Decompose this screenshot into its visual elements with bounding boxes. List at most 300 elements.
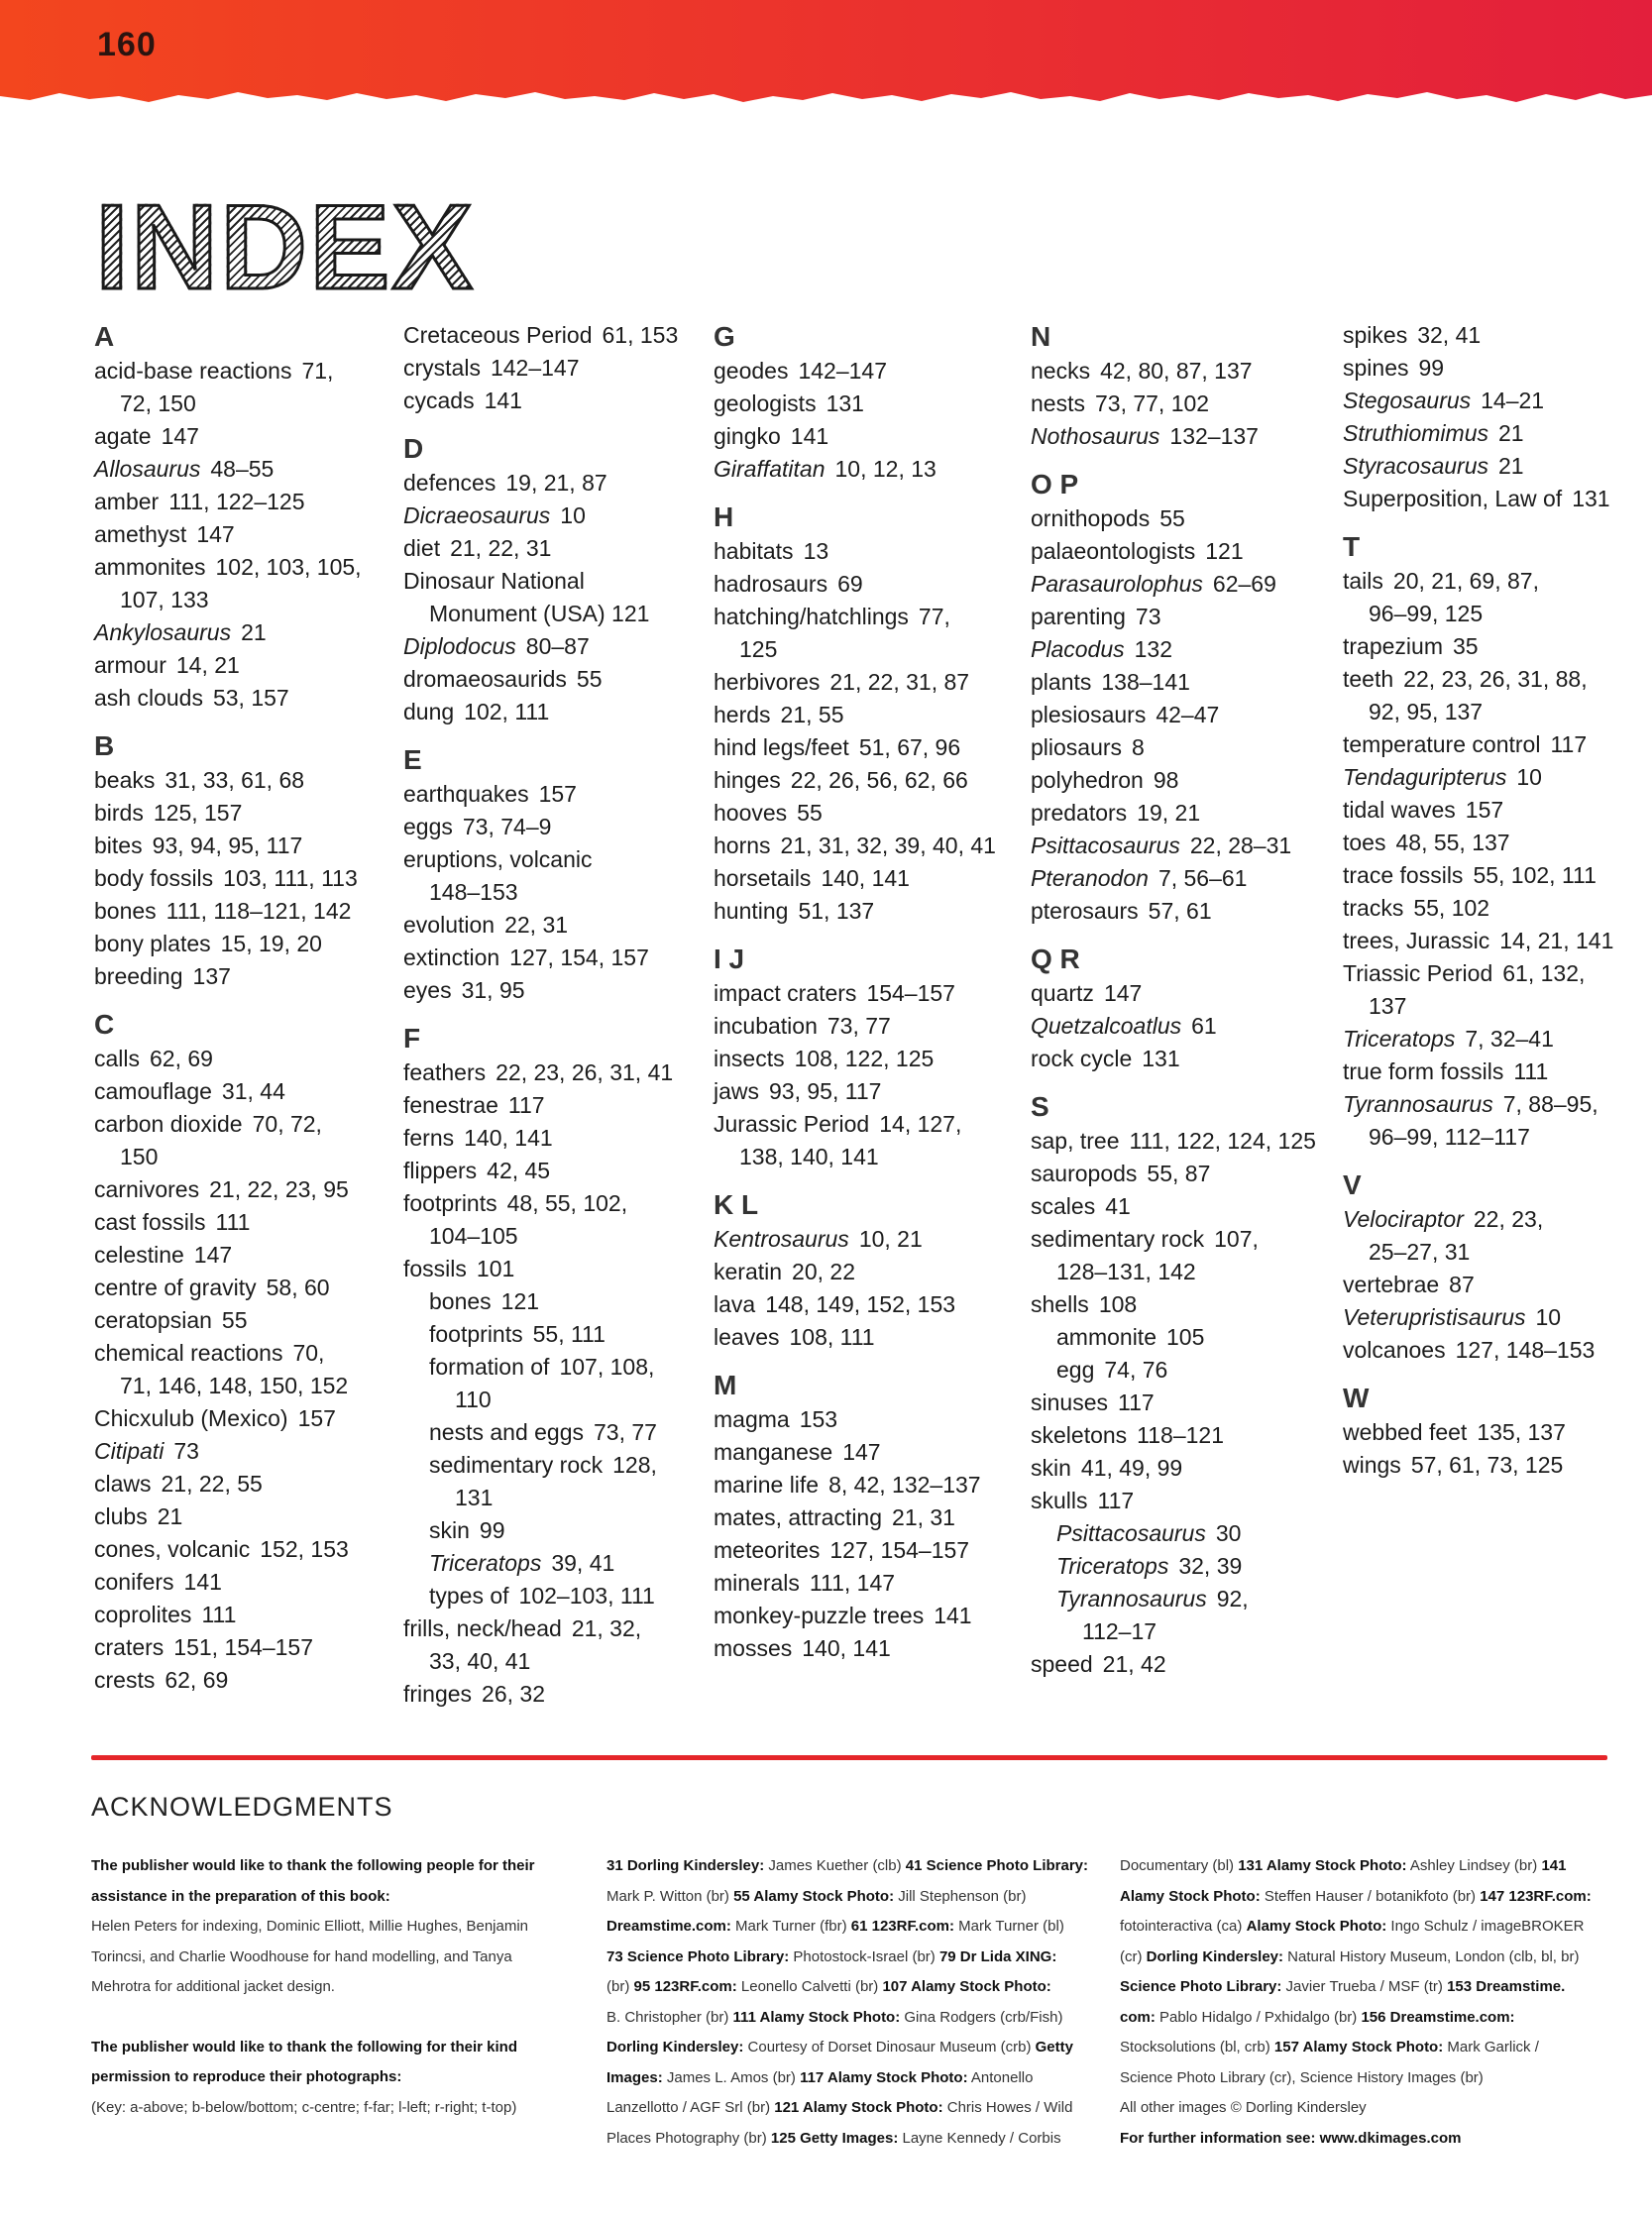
credit-text: Ashley Lindsey (br) <box>1406 1857 1542 1874</box>
credit-text: Mark Garlick / <box>1443 2039 1539 2055</box>
entry-pages: 87 <box>1449 1272 1475 1297</box>
entry-term: agate <box>94 423 152 449</box>
acknowledgment-line <box>606 1882 1088 1913</box>
index-entry-continuation: 128–131, 142 <box>1056 1259 1196 1284</box>
entry-pages: 21 <box>241 619 267 645</box>
entry-pages: 7, 88–95, <box>1502 1091 1598 1117</box>
entry-term: egg <box>1056 1357 1095 1383</box>
acknowledgment-line <box>606 2003 1088 2034</box>
acknowledgment-line <box>91 2033 535 2063</box>
entry-pages: 32, 41 <box>1417 322 1482 348</box>
acknowledgment-line <box>606 1912 1088 1943</box>
entry-term: dung <box>403 699 455 724</box>
credit-text: James Kuether (clb) <box>764 1857 906 1874</box>
entry-pages: 69 <box>837 571 863 597</box>
index-subentry <box>403 1318 706 1351</box>
entry-pages: 58, 60 <box>266 1275 330 1300</box>
entry-pages: 53, 157 <box>212 685 289 711</box>
acknowledgment-line <box>1120 2093 1592 2124</box>
entry-pages: 131 <box>1142 1046 1180 1071</box>
credit-source: 95 123RF.com: <box>633 1978 737 1995</box>
index-entry <box>94 1337 396 1370</box>
entry-pages: 102, 103, 105, <box>215 554 362 580</box>
entry-pages: 14, 127, <box>879 1111 962 1137</box>
entry-pages: 111, 122, 124, 125 <box>1129 1128 1316 1154</box>
index-subentry <box>403 1285 706 1318</box>
index-entry <box>714 895 1016 928</box>
index-subentry <box>403 1580 706 1612</box>
credit-text: Chris Howes / Wild <box>942 2099 1073 2116</box>
entry-pages: 10, 12, 13 <box>834 456 936 482</box>
index-entry <box>1031 895 1333 928</box>
entry-pages: 8, 42, 132–137 <box>828 1472 981 1498</box>
index-entry <box>714 699 1016 731</box>
entry-term: evolution <box>403 912 496 938</box>
acknowledgment-line <box>1120 1882 1592 1913</box>
index-entry <box>403 942 706 974</box>
index-entry-continuation: 137 <box>1369 993 1407 1019</box>
index-entry <box>94 682 396 715</box>
entry-term: insects <box>714 1046 785 1071</box>
acknowledgment-line <box>91 2062 535 2093</box>
entry-term: sedimentary rock <box>1031 1226 1205 1252</box>
index-entry <box>714 355 1016 388</box>
entry-pages: 111, 122–125 <box>168 489 305 514</box>
entry-pages: 140, 141 <box>802 1635 891 1661</box>
credit-source: 153 Dreamstime. <box>1447 1978 1566 1995</box>
entry-term: Quetzalcoatlus <box>1031 1013 1182 1039</box>
entry-term: mosses <box>714 1635 793 1661</box>
index-column-2 <box>403 319 706 1711</box>
entry-pages: 30 <box>1215 1520 1242 1546</box>
entry-pages: 117 <box>1117 1389 1155 1415</box>
index-entry <box>1343 957 1645 990</box>
entry-term: magma <box>714 1406 790 1432</box>
index-entry <box>1031 601 1333 633</box>
entry-term: speed <box>1031 1651 1093 1677</box>
index-entry <box>403 352 706 385</box>
entry-pages: 121 <box>500 1288 540 1314</box>
index-entry <box>1343 1416 1645 1449</box>
entry-term: rock cycle <box>1031 1046 1133 1071</box>
entry-term: scales <box>1031 1193 1096 1219</box>
index-entry <box>94 1631 396 1664</box>
credit-text: Leonello Calvetti (br) <box>736 1978 883 1995</box>
entry-pages: 41 <box>1105 1193 1131 1219</box>
entry-term: armour <box>94 652 166 678</box>
entry-term: impact craters <box>714 980 857 1006</box>
entry-pages: 127, 154, 157 <box>509 944 649 970</box>
index-entry <box>1343 1334 1645 1367</box>
entry-term: Giraffatitan <box>714 456 826 482</box>
entry-term: birds <box>94 800 144 826</box>
entry-pages: 57, 61, 73, 125 <box>1410 1452 1564 1478</box>
entry-term: spines <box>1343 355 1409 381</box>
entry-pages: 73, 74–9 <box>462 814 552 839</box>
letter-heading: I J <box>714 944 745 974</box>
entry-term: calls <box>94 1046 141 1071</box>
entry-term: polyhedron <box>1031 767 1144 793</box>
entry-term: eggs <box>403 814 453 839</box>
entry-term: Struthiomimus <box>1343 420 1488 446</box>
entry-pages: 62–69 <box>1212 571 1276 597</box>
index-entry <box>403 565 706 598</box>
entry-pages: 157 <box>297 1405 336 1431</box>
index-entry <box>1031 764 1333 797</box>
entry-term: incubation <box>714 1013 818 1039</box>
acknowledgment-line <box>1120 2063 1592 2094</box>
index-entry-continuation: 92, 95, 137 <box>1369 699 1484 724</box>
entry-term: carnivores <box>94 1176 200 1202</box>
entry-pages: 73 <box>173 1438 199 1464</box>
index-entry <box>1031 420 1333 453</box>
index-subentry <box>403 1514 706 1547</box>
index-entry <box>1343 794 1645 827</box>
index-entry <box>94 1664 396 1697</box>
index-entry <box>1343 565 1645 598</box>
credit-text: Gina Rodgers (crb/Fish) <box>900 2008 1063 2026</box>
index-entry <box>94 1206 396 1239</box>
acknowledgment-line <box>91 1882 535 1913</box>
index-entry <box>94 797 396 830</box>
index-entry <box>1031 1223 1333 1256</box>
entry-pages: 31, 95 <box>461 977 525 1003</box>
letter-heading: Q R <box>1031 944 1080 974</box>
entry-pages: 31, 33, 61, 68 <box>165 767 305 793</box>
page-number: 160 <box>97 26 157 63</box>
entry-pages: 20, 21, 69, 87, <box>1392 568 1539 594</box>
credit-text: Lanzellotto / AGF Srl (br) <box>606 2099 775 2116</box>
entry-term: footprints <box>429 1321 523 1347</box>
index-entry <box>94 1533 396 1566</box>
entry-term: jaws <box>714 1078 760 1104</box>
index-entry <box>1031 666 1333 699</box>
index-entry <box>714 601 1016 633</box>
entry-term: carbon dioxide <box>94 1111 243 1137</box>
entry-term: ammonites <box>94 554 206 580</box>
entry-term: frills, neck/head <box>403 1615 562 1641</box>
entry-pages: 10 <box>1535 1304 1562 1330</box>
index-entry <box>403 696 706 728</box>
index-entry <box>94 1599 396 1631</box>
acknowledgment-line <box>91 1851 535 1882</box>
entry-term: keratin <box>714 1259 783 1284</box>
entry-pages: 101 <box>476 1256 515 1281</box>
acknowledgment-line <box>606 2033 1088 2063</box>
index-entry <box>94 1304 396 1337</box>
entry-pages: 121 <box>1205 538 1244 564</box>
entry-pages: 157 <box>1465 797 1504 823</box>
entry-pages: 19, 21, 87 <box>505 470 607 496</box>
index-entry <box>714 797 1016 830</box>
entry-term: tidal waves <box>1343 797 1456 823</box>
entry-term: Parasaurolophus <box>1031 571 1203 597</box>
index-entry <box>1031 1485 1333 1517</box>
index-entry <box>714 977 1016 1010</box>
credit-source: 31 Dorling Kindersley: <box>606 1857 765 1874</box>
entry-pages: 62, 69 <box>165 1667 229 1693</box>
credit-source: 55 Alamy Stock Photo: <box>733 1887 895 1905</box>
index-entry <box>1031 388 1333 420</box>
entry-term: ceratopsian <box>94 1307 212 1333</box>
index-entry <box>1343 352 1645 385</box>
entry-term: acid-base reactions <box>94 358 292 384</box>
index-entry <box>1343 450 1645 483</box>
index-entry <box>714 1288 1016 1321</box>
entry-pages: 93, 95, 117 <box>769 1078 882 1104</box>
letter-heading: W <box>1343 1383 1370 1413</box>
index-entry <box>94 355 396 388</box>
entry-pages: 22, 23, <box>1473 1206 1544 1232</box>
index-entry <box>1343 892 1645 925</box>
entry-term: vertebrae <box>1343 1272 1440 1297</box>
entry-term: Chicxulub (Mexico) <box>94 1405 288 1431</box>
entry-term: craters <box>94 1634 165 1660</box>
index-entry <box>1031 1190 1333 1223</box>
index-entry <box>714 1108 1016 1141</box>
index-subentry <box>403 1351 706 1384</box>
index-entry <box>714 535 1016 568</box>
entry-pages: 138–141 <box>1101 669 1190 695</box>
index-entry <box>94 453 396 486</box>
index-entry <box>94 518 396 551</box>
entry-term: ferns <box>403 1125 455 1151</box>
entry-pages: 22, 23, 26, 31, 41 <box>496 1059 674 1085</box>
index-entry <box>94 1272 396 1304</box>
entry-term: Tendaguripterus <box>1343 764 1507 790</box>
entry-term: cast fossils <box>94 1209 206 1235</box>
entry-pages: 98 <box>1153 767 1179 793</box>
index-subentry <box>1031 1550 1333 1583</box>
index-entry <box>1343 1088 1645 1121</box>
entry-term: ammonite <box>1056 1324 1156 1350</box>
entry-pages: 70, 72, <box>252 1111 322 1137</box>
entry-term: chemical reactions <box>94 1340 283 1366</box>
letter-heading: G <box>714 321 735 352</box>
index-entry <box>94 895 396 928</box>
index-entry <box>403 1678 706 1711</box>
entry-term: temperature control <box>1343 731 1541 757</box>
entry-term: crests <box>94 1667 156 1693</box>
index-entry <box>94 1239 396 1272</box>
entry-term: pterosaurs <box>1031 898 1139 924</box>
entry-term: wings <box>1343 1452 1401 1478</box>
index-column-1 <box>94 319 396 1697</box>
index-entry-continuation: 112–17 <box>1082 1618 1157 1644</box>
entry-pages: 73 <box>1135 604 1161 629</box>
credit-text: Courtesy of Dorset Dinosaur Museum (crb) <box>743 2039 1036 2055</box>
credit-text: Mehrotra for additional jacket design. <box>91 1978 335 1995</box>
index-entry <box>403 909 706 942</box>
index-entry <box>403 630 706 663</box>
entry-pages: 111, 118–121, 142 <box>165 898 352 924</box>
index-entry <box>1031 862 1333 895</box>
entry-term: skin <box>429 1517 470 1543</box>
index-entry <box>94 616 396 649</box>
entry-term: sap, tree <box>1031 1128 1120 1154</box>
entry-term: skin <box>1031 1455 1071 1481</box>
entry-pages: 132 <box>1134 636 1172 662</box>
credit-text: Places Photography (br) <box>606 2129 771 2147</box>
index-entry <box>403 1089 706 1122</box>
credit-source: For further information see: www.dkimages.com <box>1120 2129 1462 2147</box>
index-entry <box>403 974 706 1007</box>
index-entry <box>714 1010 1016 1043</box>
index-entry <box>403 500 706 532</box>
index-entry <box>403 532 706 565</box>
entry-pages: 55, 102, 111 <box>1473 862 1597 888</box>
entry-pages: 99 <box>479 1517 505 1543</box>
acknowledgment-line <box>1120 2033 1592 2063</box>
acknowledgment-line <box>1120 1943 1592 1973</box>
entry-term: claws <box>94 1471 152 1497</box>
entry-pages: 55 <box>1159 505 1185 531</box>
index-entry <box>403 467 706 500</box>
index-entry <box>403 1612 706 1645</box>
entry-pages: 142–147 <box>798 358 888 384</box>
index-entry <box>94 1108 396 1141</box>
entry-pages: 15, 19, 20 <box>220 931 322 956</box>
entry-term: nests <box>1031 390 1085 416</box>
acknowledgment-line <box>1120 1972 1592 2003</box>
index-entry <box>714 830 1016 862</box>
entry-pages: 8 <box>1132 734 1145 760</box>
entry-term: formation of <box>429 1354 550 1380</box>
entry-pages: 157 <box>538 781 577 807</box>
credit-text: All other images © Dorling Kindersley <box>1120 2099 1367 2116</box>
index-entry-continuation: 150 <box>120 1144 159 1169</box>
index-entry <box>714 1600 1016 1632</box>
entry-pages: 103, 111, 113 <box>223 865 358 891</box>
letter-heading: E <box>403 744 422 775</box>
index-entry <box>94 764 396 797</box>
entry-term: quartz <box>1031 980 1094 1006</box>
index-entry-continuation: 25–27, 31 <box>1369 1239 1471 1265</box>
letter-heading: C <box>94 1009 115 1040</box>
letter-heading: M <box>714 1370 737 1400</box>
entry-term: tracks <box>1343 895 1404 921</box>
entry-pages: 128, <box>612 1452 657 1478</box>
entry-term: manganese <box>714 1439 833 1465</box>
credit-source: The publisher would like to thank the following for their kind <box>91 2038 518 2055</box>
entry-pages: 118–121 <box>1137 1422 1225 1448</box>
index-entry <box>403 319 706 352</box>
credit-source: Dorling Kindersley: <box>1146 1947 1284 1965</box>
entry-term: centre of gravity <box>94 1275 257 1300</box>
index-entry-continuation: Monument (USA) 121 <box>429 601 650 626</box>
entry-term: geodes <box>714 358 789 384</box>
entry-term: hind legs/feet <box>714 734 849 760</box>
entry-term: dromaeosaurids <box>403 666 567 692</box>
index-entry-continuation: 72, 150 <box>120 390 196 416</box>
entry-pages: 135, 137 <box>1477 1419 1566 1445</box>
index-entry-continuation: 96–99, 125 <box>1369 601 1484 626</box>
entry-pages: 61, 153 <box>602 322 679 348</box>
index-entry-continuation: 96–99, 112–117 <box>1369 1124 1530 1150</box>
entry-term: Velociraptor <box>1343 1206 1464 1232</box>
entry-pages: 93, 94, 95, 117 <box>152 833 303 858</box>
entry-pages: 153 <box>799 1406 838 1432</box>
entry-pages: 142–147 <box>490 355 580 381</box>
index-entry <box>1031 1648 1333 1681</box>
index-entry-continuation: 125 <box>739 636 778 662</box>
entry-term: herbivores <box>714 669 821 695</box>
index-entry <box>1031 1452 1333 1485</box>
entry-pages: 48–55 <box>210 456 275 482</box>
entry-term: hinges <box>714 767 781 793</box>
index-entry <box>714 453 1016 486</box>
index-entry <box>714 388 1016 420</box>
letter-heading: S <box>1031 1091 1049 1122</box>
entry-pages: 73, 77 <box>594 1419 657 1445</box>
entry-pages: 117 <box>507 1092 545 1118</box>
entry-term: eyes <box>403 977 452 1003</box>
entry-pages: 125, 157 <box>153 800 243 826</box>
index-entry <box>1031 797 1333 830</box>
index-entry <box>1031 699 1333 731</box>
letter-heading: B <box>94 730 115 761</box>
entry-term: horsetails <box>714 865 812 891</box>
index-column-3 <box>714 319 1016 1665</box>
index-entry-continuation: 104–105 <box>429 1223 518 1249</box>
credit-source: Getty <box>1035 2039 1073 2055</box>
entry-pages: 147 <box>196 521 235 547</box>
entry-pages: 73, 77 <box>826 1013 891 1039</box>
index-entry <box>714 1632 1016 1665</box>
entry-pages: 19, 21 <box>1137 800 1201 826</box>
entry-pages: 57, 61 <box>1148 898 1212 924</box>
entry-pages: 55, 102 <box>1413 895 1490 921</box>
index-entry-continuation: 33, 40, 41 <box>429 1648 531 1674</box>
entry-term: habitats <box>714 538 794 564</box>
credit-text: (Key: a-above; b-below/bottom; c-centre; f-far; l-left; r-right; t-top) <box>91 2098 517 2116</box>
acknowledgments-column-1 <box>91 1851 535 2123</box>
entry-term: diet <box>403 535 441 561</box>
credit-text: Science Photo Library (cr), Science History Images (br) <box>1120 2068 1484 2086</box>
entry-term: trapezium <box>1343 633 1443 659</box>
credit-text: (cr) <box>1120 1947 1147 1965</box>
entry-term: trace fossils <box>1343 862 1464 888</box>
entry-pages: 7, 32–41 <box>1465 1026 1554 1052</box>
entry-term: palaeontologists <box>1031 538 1196 564</box>
entry-term: teeth <box>1343 666 1394 692</box>
index-entry <box>1343 1449 1645 1482</box>
entry-term: feathers <box>403 1059 487 1085</box>
entry-term: hooves <box>714 800 788 826</box>
entry-pages: 137 <box>192 963 231 989</box>
entry-pages: 107, <box>1214 1226 1259 1252</box>
entry-term: eruptions, volcanic <box>403 846 593 872</box>
index-column-4 <box>1031 319 1333 1681</box>
index-entry <box>94 928 396 960</box>
index-entry <box>714 862 1016 895</box>
entry-term: Cretaceous Period <box>403 322 593 348</box>
entry-term: herds <box>714 702 771 727</box>
index-entry <box>1031 633 1333 666</box>
index-entry <box>714 1256 1016 1288</box>
entry-term: nests and eggs <box>429 1419 585 1445</box>
entry-term: Tyrannosaurus <box>1343 1091 1493 1117</box>
entry-pages: 102, 111 <box>464 699 550 724</box>
letter-heading: O P <box>1031 469 1079 500</box>
acknowledgments-column-3 <box>1120 1851 1592 2154</box>
entry-term: Diplodocus <box>403 633 516 659</box>
entry-term: minerals <box>714 1570 800 1596</box>
index-entry <box>403 811 706 843</box>
credit-text: Helen Peters for indexing, Dominic Elliott, Millie Hughes, Benjamin <box>91 1918 529 1935</box>
index-entry <box>1343 1023 1645 1055</box>
entry-pages: 42–47 <box>1156 702 1220 727</box>
